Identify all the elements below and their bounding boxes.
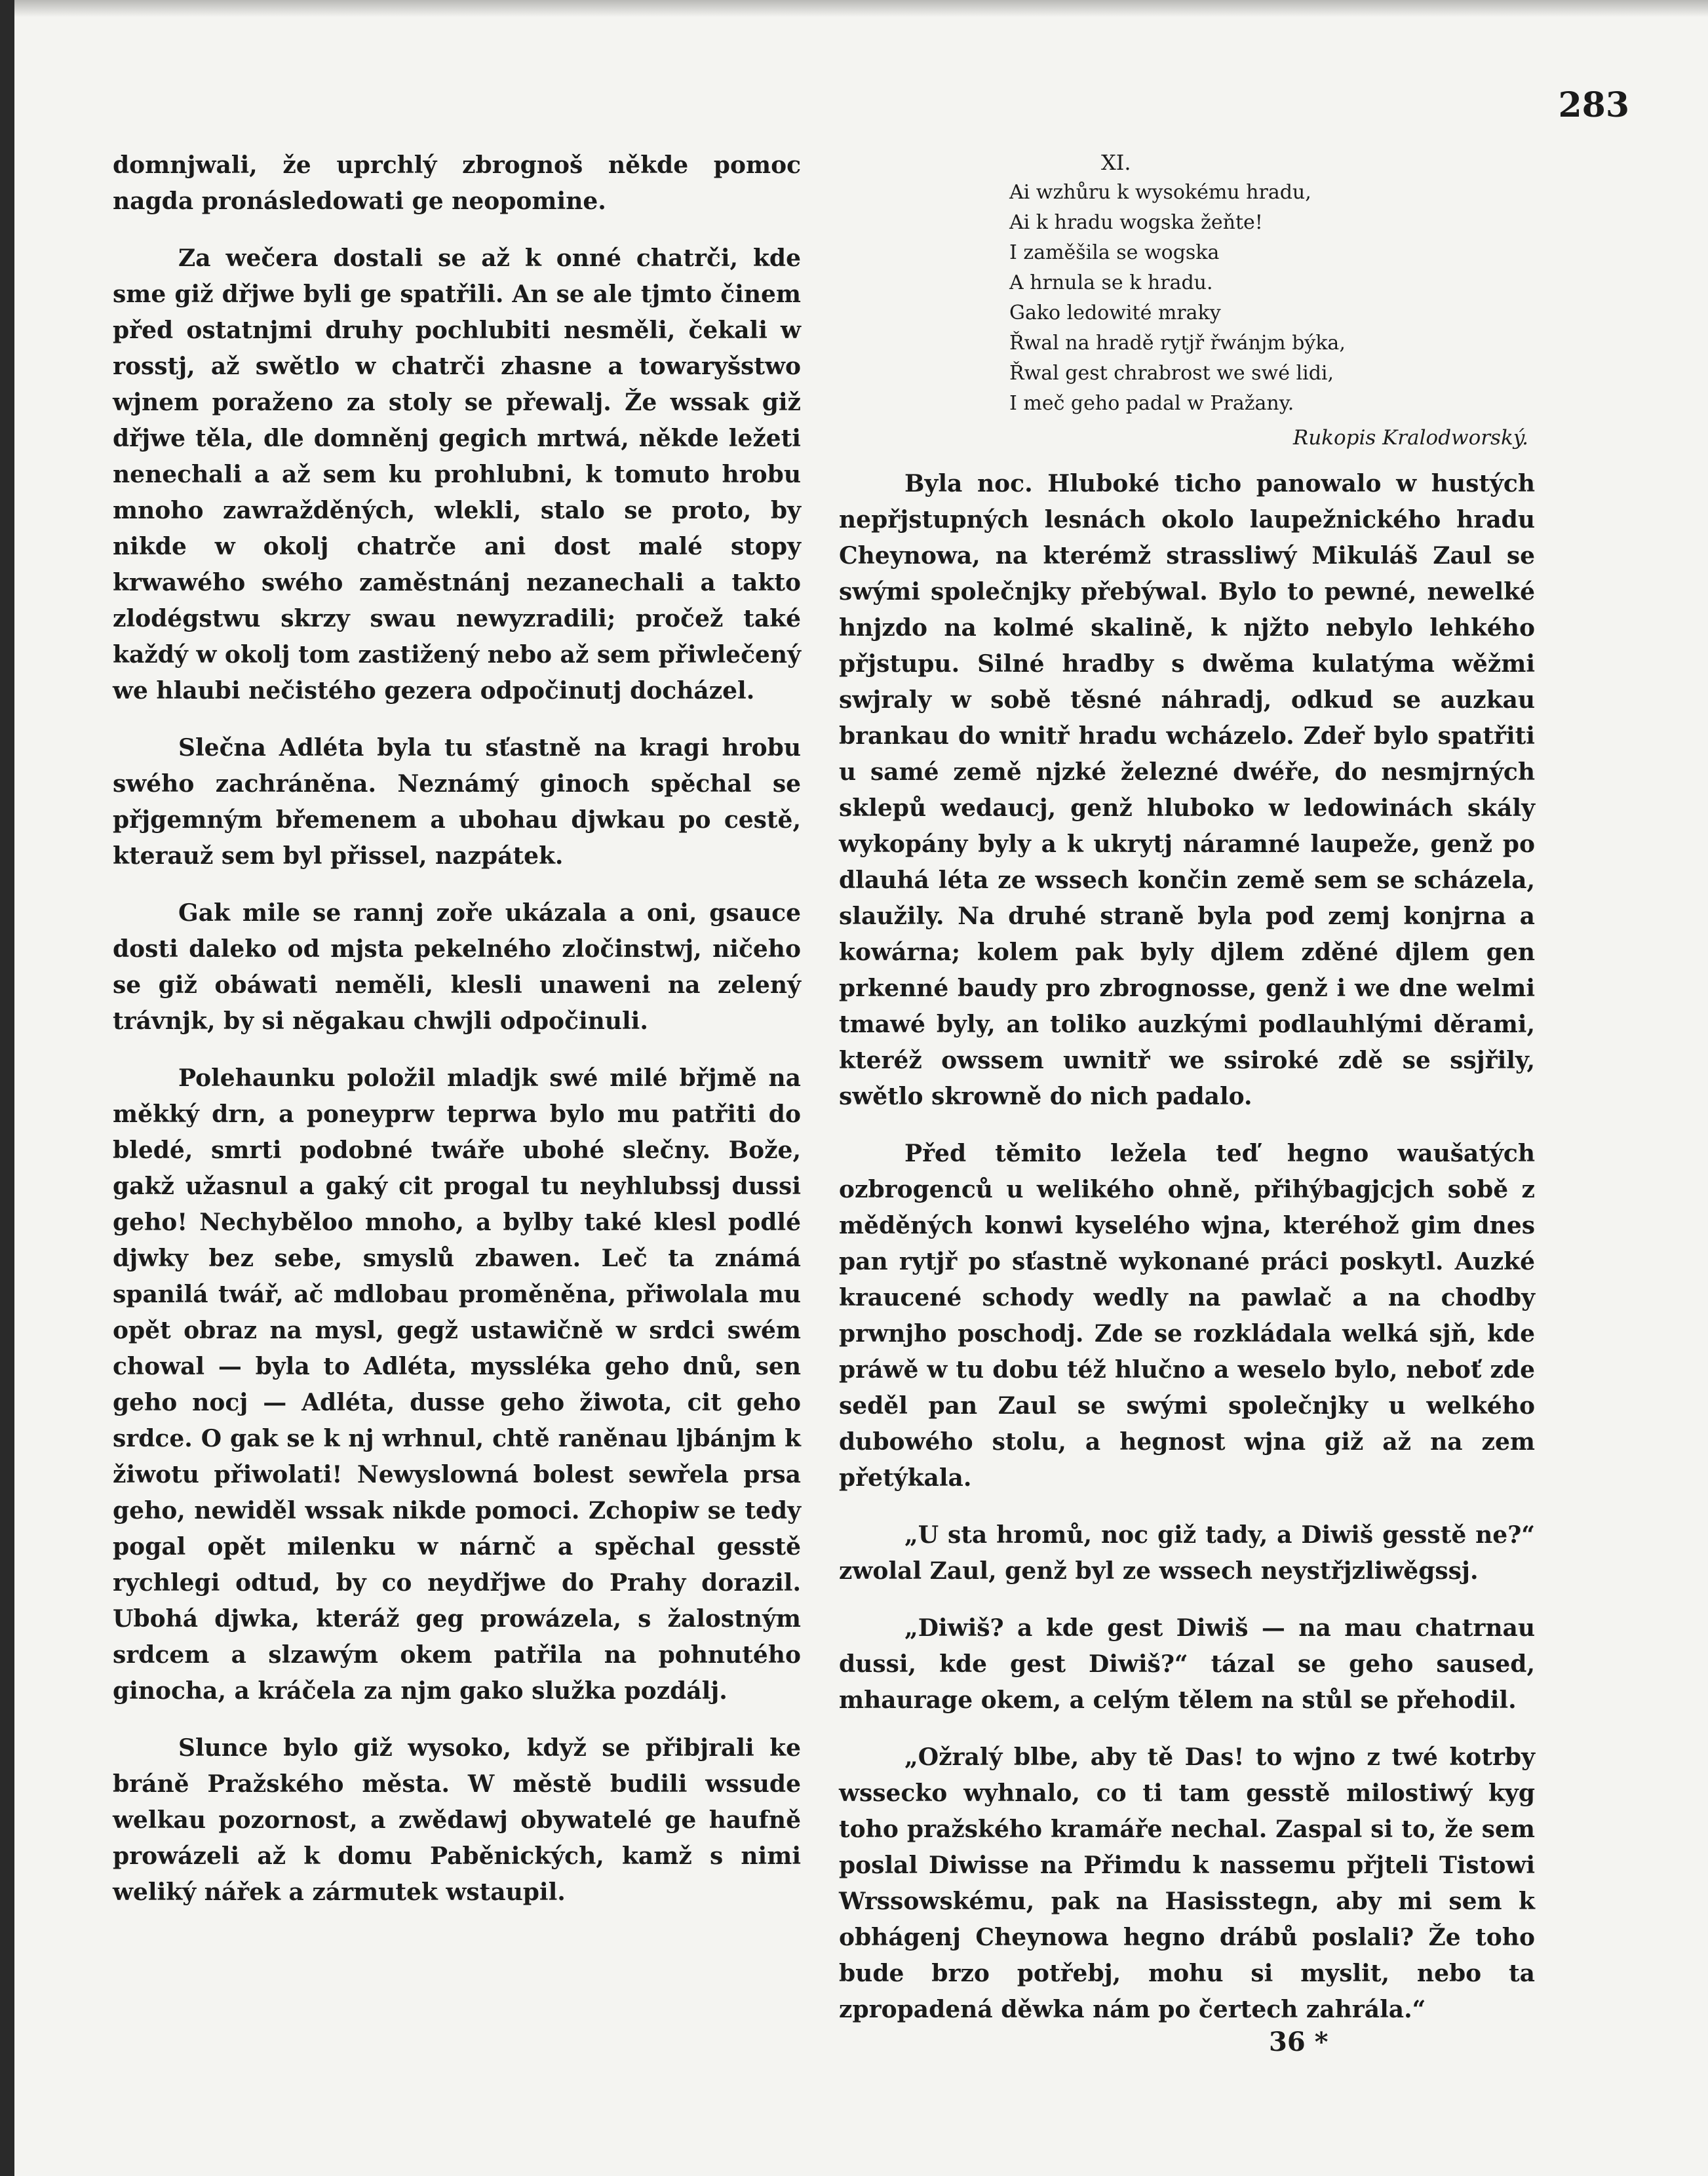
paragraph: „Ožralý blbe, aby tě Das! to wjno z twé kotrby wssecko wyhnalo, co ti tam gesstě milostiwý kyg toho pražského kramáře nechal. Zaspal si to, že sem poslal Diwisse na Přimdu k nassemu přjteli Tistowi Wrssowskému, pak na Hasisstegn, aby mi sem k obhágenj Cheynowa hegno drábů poslali? Že toho bude brzo potřebj, mohu si myslit, nebo ta zpropadená děwka nám po čertech zahrála.“ xyxy=(839,1743,1535,2023)
paragraph: Slečna Adléta byla tu sťastně na kragi hrobu swého zachráněna. Neznámý ginoch spěchal se přjgemným břemenem a ubohau djwkau po cestě, kterauž sem byl přissel, nazpátek. xyxy=(113,734,801,870)
scan-binding-edge xyxy=(0,0,14,2176)
poem-line: I meč geho padal w Pražany. xyxy=(1009,392,1294,415)
printer-signature-mark: 36 * xyxy=(1269,2027,1329,2057)
poem-line: Ai k hradu wogska žeňte! xyxy=(1009,211,1263,234)
paragraph: Slunce bylo giž wysoko, když se přibjrali ke bráně Pražského města. W městě budili wssude welkau pozornost, a zwědawj obywatelé ge haufně prowázeli až k domu Paběnických, kamž s nimi weliký nářek a zármutek wstaupil. xyxy=(113,1734,801,1906)
paragraph: Polehaunku položil mladjk swé milé břjmě na měkký drn, a poneyprw teprwa bylo mu patřiti do bledé, smrti podobné twáře ubohé slečny. Bože, gakž užasnul a gaký cit progal tu neyhlubssj dussi geho! Nechyběloo mnoho, a bylby také klesl podlé djwky bez sebe, smyslů zbawen. Leč ta známá spanilá twář, ač mdlobau proměněna, přiwolala mu opět obraz na mysl, gegž ustawičně w srdci swém chowal — byla to Adléta, myssléka geho dnů, sen geho nocj — Adléta, dusse geho žiwota, cit geho srdce. O gak se k nj wrhnul, chtě raněnau ljbánjm k žiwotu přiwolati! Newyslowná bolest sewřela prsa geho, newiděl wssak nikde pomoci. Zchopiw se tedy pogal opět milenku w nárnč a spěchal gesstě rychlegi odtud, by co neydřjwe do Prahy dorazil. Ubohá djwka, kteráž geg prowázela, s žalostným srdcem a slzawým okem patřila na pohnutého ginocha, a kráčela za njm gako služka pozdálj. xyxy=(113,1064,801,1705)
paragraph: „U sta hromů, noc giž tady, a Diwiš gesstě ne?“ zwolal Zaul, genž byl ze wssech neystřjzliwěgssj. xyxy=(839,1521,1535,1585)
left-column xyxy=(113,147,801,1911)
poem-line: Řwal na hradě rytjř řwánjm býka, xyxy=(1009,332,1346,355)
paragraph: „Diwiš? a kde gest Diwiš — na mau chatrnau dussi, kde gest Diwiš?“ tázal se geho saused, mhaurage okem, a celým tělem na stůl se přehodil. xyxy=(839,1614,1535,1714)
poem-source: Rukopis Kralodworský. xyxy=(1292,426,1528,450)
paragraph: domnjwali, že uprchlý zbrognoš někde pomoc nagda pronásledowati ge neopomine. xyxy=(113,151,801,215)
poem-line: A hrnula se k hradu. xyxy=(1009,271,1213,294)
page-number: 283 xyxy=(1558,85,1629,125)
paragraph: Byla noc. Hluboké ticho panowalo w hustých nepřjstupných lesnách okolo laupežnického hradu Cheynowa, na kterémž strassliwý Mikuláš Zaul se swými společnjky přebýwal. Bylo to pewné, newelké hnjzdo na kolmé skalině, k njžto nebylo lehkého přjstupu. Silné hradby s dwěma kulatýma wěžmi swjraly w sobě těsné náhradj, odkud se auzkau brankau do wnitř hradu wcházelo. Zdeř bylo spatřiti u samé země njzké železné dwéře, do nesmjrných sklepů wedaucj, genž hluboko w ledowinách skály wykopány byly a k ukrytj náramné laupeže, genž po dlauhá léta ze wssech končin země sem se scházela, slaužily. Na druhé straně byla pod zemj konjrna a kowárna; kolem pak byly djlem zděné djlem gen prkenné baudy pro zbrognosse, genž i we dne welmi tmawé byly, an toliko auzkými podlauhlými děrami, kteréž owssem uwnitř we ssiroké zdě se ssjřily, swětlo skrowně do nich padalo. xyxy=(839,470,1535,1110)
poem-line: I zaměšila se wogska xyxy=(1009,241,1220,264)
paragraph: Gak mile se rannj zoře ukázala a oni, gsauce dosti daleko od mjsta pekelného zločinstwj, ničeho se giž obáwati neměli, klesli unaweni na zelený trávnjk, by si nĕgakau chwjli odpočinuli. xyxy=(113,899,801,1035)
poem-line: Gako ledowité mraky xyxy=(1009,301,1221,324)
poem-line: Ai wzhůru k wysokému hradu, xyxy=(1009,181,1311,204)
paragraph: Před těmito ležela teď hegno waušatých ozbrogenců u welikého ohně, přihýbagjcjch sobě z měděných konwi kyselého wjna, kteréhož gim dnes pan rytjř po sťastně wykonané práci poskytl. Auzké kraucené schody wedly na pawlač a na chodby prwnjho poschodj. Zde se rozkládala welká sjň, kde práwě w tu dobu též hlučno a weselo bylo, neboť zde seděl pan Zaul se swými společnjky u welkého dubowého stolu, a hegnost wjna giž až na zem přetýkala. xyxy=(839,1140,1535,1492)
scan-top-shadow xyxy=(14,0,1708,17)
right-column xyxy=(839,147,1535,2028)
chapter-epigraph xyxy=(1009,147,1535,453)
paragraph: Za wečera dostali se až k onné chatrči, kde sme giž dřjwe byli ge spatřili. An se ale tjmto činem před ostatnjmi druhy pochlubiti nesměli, čekali w rosstj, až swětlo w chatrči zhasne a towaryšstwo wjnem poraženo za stoly se přewalj. Že wssak giž dřjwe těla, dle domněnj gegich mrtwá, někde ležeti nenechali a až sem ku prohlubni, k tomuto hrobu mnoho zawražděných, wlekli, stalo se proto, by nikde w okolj chatrče ani dost malé stopy krwawého swého zaměstnánj nezanechali a takto zlodégstwu skrzy swau newyzradili; pročež také každý w okolj tom zastižený nebo až sem přiwlečený we hlaubi nečistého gezera odpočinutj docházel. xyxy=(113,244,801,705)
poem-line: Řwal gest chrabrost we swé lidi, xyxy=(1009,362,1334,385)
chapter-numeral: XI. xyxy=(1101,150,1131,175)
